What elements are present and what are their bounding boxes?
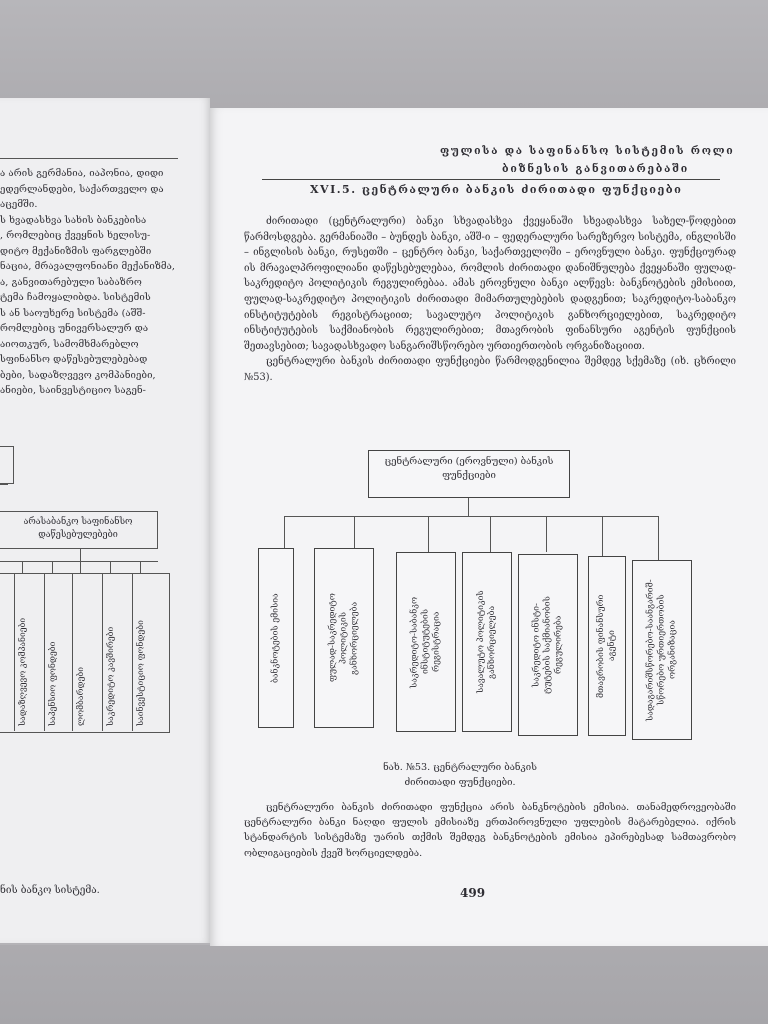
diagram-function-label: საკრედიტო ინსტი- ტუტების საქმიანობის რეგულირება: [531, 596, 564, 694]
diagram-function-label: მთავრობის ფინანსური აგენტი: [596, 594, 617, 698]
diagram-function-label: საკრედიტო-საბანკო ინსტიტუტების რეგისტრაცია: [409, 596, 442, 688]
left-page-line: რომლებიც უნივერსალურ და: [0, 323, 149, 334]
left-page-line: სფინანსო დაწესებულებებად: [0, 354, 148, 365]
diagram-function-box: [518, 554, 578, 736]
diagram-function-box: [462, 552, 512, 732]
left-page-line: ა, განვითარებული საბაზრო: [0, 276, 142, 288]
left-diagram-connector: [80, 561, 81, 573]
diagram-connector: [602, 516, 603, 556]
left-page-line: ტემა ჩამოყალიბდა. სისტემის: [0, 292, 151, 303]
paragraph: ცენტრალური ბანკის ძირითადი ფუნქცია არის ბანკნოტების ემისია. თანამედროვეობაში ცენტრალური ბანკი ნაღდი ფულის ემისიაზე ერთპიროვნული უფლების მატარებელია. იქრის სტანდარტის სისტემაზე უარის თქმის შემდეგ ბანკნოტების ემისია ეპირებესად სამთავრობო ობლიგაციების ქვეშ ხორციელდება.: [244, 802, 736, 859]
left-diagram-item: სადაზღვევო კომპანიები: [18, 617, 28, 726]
left-diagram-nonbank-label: არასაბანკო საფინანსო დაწესებულებები: [23, 517, 133, 540]
body-text-continued: [244, 800, 736, 861]
left-diagram-item: საკრედიტო კავშირები: [106, 626, 116, 726]
left-page-line: , რომლებიც ქვეყნის ხელისუ-: [0, 230, 151, 241]
diagram-root-label: ცენტრალური (ეროვნული) ბანკის ფუნქციები: [384, 456, 554, 481]
body-text: [244, 214, 736, 386]
left-diagram-connector: [140, 561, 141, 573]
left-diagram-top-box: [0, 446, 14, 484]
left-page-line: დიტო მექანიზმის ფარგლებში: [0, 245, 152, 257]
left-page-line: ს ხვადასხვა სახის ბანკებისა: [0, 214, 147, 226]
left-page-line: ბები, სადაზღვევო კომპანიები,: [0, 369, 156, 381]
page-number: 499: [460, 886, 486, 900]
left-diagram-connector: [0, 484, 8, 485]
left-page-text: [0, 166, 206, 399]
left-diagram-connector: [22, 561, 23, 573]
left-page-line: ნაცია, მრავალფონიანი მექანიზმა,: [0, 261, 176, 272]
left-diagram-connector: [0, 561, 158, 562]
background-top: [0, 0, 768, 110]
diagram-connector: [546, 516, 547, 552]
left-page-line: ს ან საოუხერე სისტემა (აშშ-: [0, 307, 146, 319]
background-bottom: [0, 945, 768, 1024]
diagram-function-label: სადაგარიშსწორებო-საანგარიშ- სწორებო ურთიერთობის ორგანიზაცია: [645, 579, 678, 721]
left-page-line: ანიები, საინვესტიციო საგენ-: [0, 385, 147, 396]
diagram-function-label: ბანკნოტების ემისია: [270, 593, 281, 683]
diagram-connector: [284, 516, 285, 548]
left-page-line: აიოთკურ, სამომხმარებლო: [0, 338, 139, 350]
diagram-function-label: სავალუტო პოლიტიკის განხორციელება: [476, 590, 497, 694]
diagram-function-box: [396, 552, 456, 732]
left-diagram-divider: [102, 573, 103, 731]
diagram-connector: [354, 516, 355, 548]
left-diagram-connector: [52, 561, 53, 573]
left-page-rule: [0, 158, 178, 159]
paragraph: ძირითადი (ცენტრალური) ბანკი სხვადასხვა ქვეყანაში სხვადასხვა სახელ-წოდებით წარმოსდგება. გერმანიაში – ბუნდეს ბანკი, აშშ-ი – ფედერალური სარეზერვო სისტემა, ინგლისში – ინგლისის ბანკი, რუსეთში – ცენტრო ბანკი, საქართველოში – ეროვნული ბანკი. ფუნქციურად ის მრავალპროფილიანი დაწესებულებაა, რომლის ძირითადი დანიშნულება ქვეყანაში ფულად-საკრედიტო პოლიტიკის რეგულირებაა. ამას ეროვნული ბანკი ალწევს: ბანკნოტების ემისიით, ფულად-საკრედიტო პოლიტიკის ძირითადი მიმართულებების დადგენით; საკრედიტო-საბანკო ინსტიტუტების რეგისტრაციით; სავალუტო პოლიტიკის განხორციელებით, საკრედიტო ინსტიტუტების საქმიანობის რეგულირებით; მთავრობის ფინანსური აგენტის ფუნქციის შეთავსებით; სავადასხვადო სანგარიშსწორებო ურთიერთობის ორგანიზაციით.: [244, 216, 736, 352]
running-header-line2: ბიზნესის განვითარებაში: [502, 163, 689, 175]
diagram-function-box: [314, 548, 374, 728]
diagram-connector: [490, 516, 491, 552]
header-rule: [262, 179, 720, 180]
left-diagram-connector: [80, 549, 81, 561]
paragraph: ცენტრალური ბანკის ძირითადი ფუნქციები წარმოდგენილია შემდეგ სქემაზე (იხ. ცხრილი №53).: [244, 356, 736, 383]
diagram-connector: [468, 498, 469, 516]
left-diagram-connector: [110, 561, 111, 573]
left-diagram-caption: ნის ბანკო სისტემა.: [0, 885, 100, 896]
diagram-function-box: [588, 556, 626, 736]
section-title: XVI.5. ცენტრალური ბანკის ძირითადი ფუნქციები: [310, 183, 683, 196]
left-diagram-item: ლომბარდები: [76, 667, 86, 726]
left-page: [0, 98, 210, 943]
left-diagram-divider: [14, 573, 15, 731]
right-page: [210, 108, 768, 946]
diagram-function-box: [258, 548, 294, 728]
left-page-line: ედერლანდები, საქართველო და: [0, 183, 164, 195]
left-diagram-divider: [44, 573, 45, 731]
diagram-connector: [658, 516, 659, 560]
running-header-line1: ფულისა და საფინანსო სისტემის როლი: [440, 145, 735, 157]
diagram-function-label: ფულად-საკრედიტო პოლიტიკის განხორციელება: [327, 593, 360, 683]
left-diagram-item: საპენსიო ფონდები: [48, 641, 58, 726]
left-page-line: ა არის გერმანია, იაპონია, დიდი: [0, 168, 164, 179]
diagram-function-box: [632, 560, 692, 740]
diagram-root-box: [368, 450, 570, 498]
left-diagram-item: საინვესტიციო ფონდები: [136, 620, 146, 726]
diagram-connector: [428, 516, 429, 552]
left-diagram-nonbank-box: [0, 511, 158, 549]
diagram-caption: ნახ. №53. ცენტრალური ბანკის ძირითადი ფუნქციები.: [383, 762, 537, 788]
left-diagram-divider: [132, 573, 133, 731]
left-diagram-divider: [72, 573, 73, 731]
left-page-line: აცემში.: [0, 199, 38, 210]
